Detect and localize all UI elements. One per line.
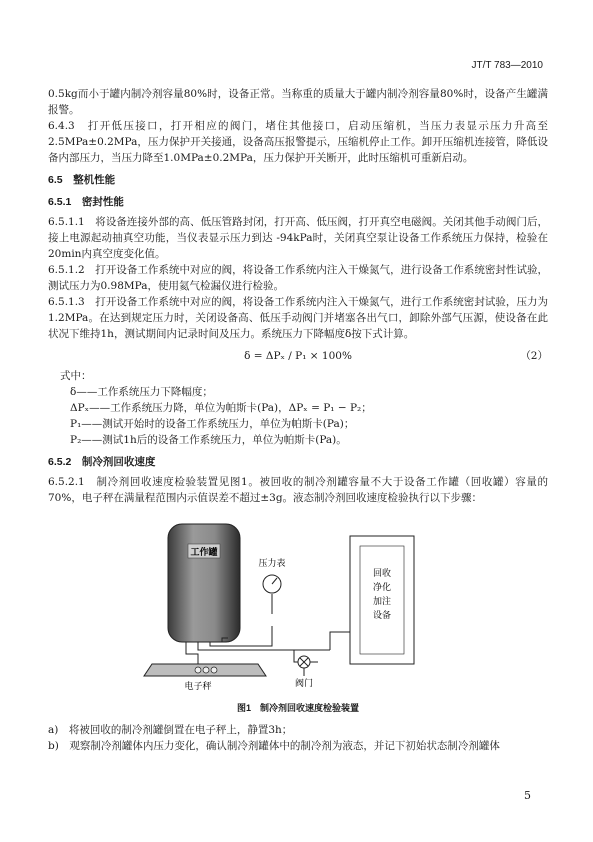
unit-label-line: 回收 (372, 569, 392, 579)
definition-item: P₂——测试1h后的设备工作系统压力，单位为帕斯卡(Pa)。 (70, 434, 347, 446)
heading-6-5-1: 6.5.1 密封性能 (48, 196, 124, 208)
page-content (48, 86, 548, 754)
definition-item: ΔPₓ——工作系统压力降，单位为帕斯卡(Pa)，ΔPₓ = P₁ − P₂； (70, 402, 372, 414)
paragraph-6-5-2-1: 6.5.2.1 制冷剂回收速度检验装置见图1。被回收的制冷剂罐容量不大于设备工作罐（回收罐）容量的70%，电子秤在满量程范围内示值误差不超过±3g。液态制冷剂回收速度检验执行以下步骤： (48, 476, 548, 504)
unit-label-line: 加注 (372, 597, 392, 607)
paragraph: 0.5kg而小于罐内制冷剂容量80%时，设备正常。当称重的质量大于罐内制冷剂容量80%时，设备产生罐满报警。 (48, 88, 548, 116)
heading-6-5: 6.5 整机性能 (48, 174, 116, 186)
paragraph-6-5-1-2: 6.5.1.2 打开设备工作系统中对应的阀，将设备工作系统内注入干燥氮气，进行设备工作系统密封性试验，测试压力为0.98MPa，使用氦气检漏仪进行检验。 (48, 264, 548, 292)
step-list (48, 722, 548, 754)
work-tank (168, 524, 240, 642)
recovery-unit (350, 536, 414, 664)
apparatus-diagram (48, 514, 548, 692)
paragraph-6-5-1-3: 6.5.1.3 打开设备工作系统中对应的阀，将设备工作系统内注入干燥氮气，进行工作系统密封试验，压力为1.2MPa。在达到规定压力时，关闭设备高、低压手动阀门并堵塞各出气口，卸除外部气压源，使设备在此状况下维持1h，测试期间内记录时间及压力。系统压力下降幅度δ按下式计算。 (48, 296, 548, 340)
gauge-label: 压力表 (258, 559, 286, 569)
valve-label: 阀门 (294, 679, 314, 689)
figure-caption: 图1 制冷剂回收速度检验装置 (236, 703, 359, 713)
step-item: b) 观察制冷剂罐体内压力变化，确认制冷剂罐体中的制冷剂为液态，并记下初始状态制冷剂罐体 (48, 740, 500, 752)
formula-number: （2） (520, 350, 548, 362)
pressure-gauge (258, 557, 285, 593)
unit-label-line: 净化 (372, 583, 392, 593)
definition-item: P₁——测试开始时的设备工作系统压力，单位为帕斯卡(Pa)； (70, 418, 355, 430)
formula-expression: δ = ΔPₓ / P₁ × 100% (244, 350, 352, 362)
formula-2 (48, 346, 548, 368)
standard-number: JT/T 783—2010 (471, 60, 543, 71)
definition-item: δ——工作系统压力下降幅度； (70, 386, 213, 398)
figure-1 (48, 514, 548, 692)
paragraph-6-5-1-1: 6.5.1.1 将设备连接外部的高、低压管路封闭，打开高、低压阀，打开真空电磁阀。关闭其他手动阀门后，接上电源起动抽真空功能，当仪表显示压力到达 -94kPa时，关闭真空泵让设备工作系统压力保持，检验在20min内真空度变化值。 (48, 216, 548, 260)
step-item: a) 将被回收的制冷剂罐倒置在电子秤上，静置3h； (48, 724, 293, 736)
paragraph-6-4-3: 6.4.3 打开低压接口，打开相应的阀门，堵住其他接口，启动压缩机，当压力表显示压力升高至2.5MPa±0.2MPa，压力保护开关接通，设备高压报警提示，压缩机停止工作。卸开压缩机连接管，降低设备内部压力，当压力降至1.0MPa±0.2MPa，压力保护开关断开，此时压缩机可重新启动。 (48, 120, 548, 164)
where-label: 式中： (60, 370, 92, 382)
tank-label: 工作罐 (190, 548, 218, 558)
electronic-scale (144, 664, 266, 692)
symbol-definitions (48, 384, 548, 448)
scale-label: 电子秤 (184, 682, 212, 692)
unit-label-line: 设备 (372, 611, 392, 621)
page-number: 5 (524, 789, 531, 802)
heading-6-5-2: 6.5.2 制冷剂回收速度 (48, 456, 156, 468)
